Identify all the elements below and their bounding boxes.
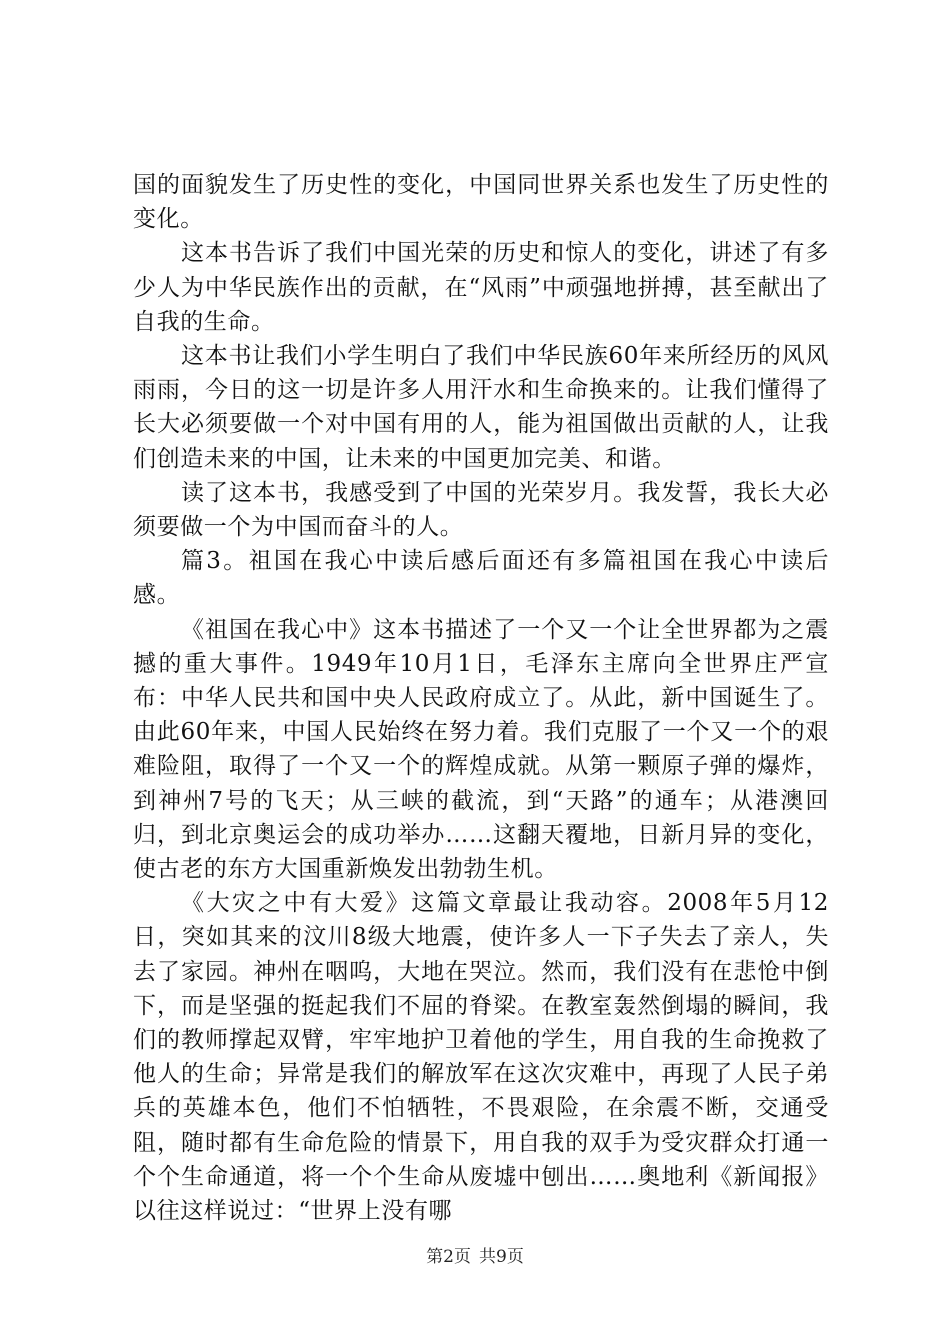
document-body	[133, 168, 829, 1228]
page-total: 共9页	[479, 1247, 524, 1267]
paragraph: 这本书让我们小学生明白了我们中华民族60年来所经历的风风雨雨，今日的这一切是许多人用汗水和生命换来的。让我们懂得了长大必须要做一个对中国有用的人，能为祖国做出贡献的人，让我们创造未来的中国，让未来的中国更加完美、和谐。	[133, 343, 829, 472]
paragraph: 这本书告诉了我们中国光荣的历史和惊人的变化，讲述了有多少人为中华民族作出的贡献，在“风雨”中顽强地拼搏，甚至献出了自我的生命。	[133, 240, 829, 335]
page-footer	[0, 1242, 950, 1267]
paragraph: 《祖国在我心中》这本书描述了一个又一个让全世界都为之震撼的重大事件。1949年10月1日，毛泽东主席向全世界庄严宣布：中华人民共和国中央人民政府成立了。从此，新中国诞生了。由此60年来，中国人民始终在努力着。我们克服了一个又一个的艰难险阻，取得了一个又一个的辉煌成就。从第一颗原子弹的爆炸，到神州7号的飞天；从三峡的截流，到“天路”的通车；从港澳回归，到北京奥运会的成功举办……这翻天覆地，日新月异的变化，使古老的东方大国重新焕发出勃勃生机。	[133, 616, 829, 883]
section-heading-paragraph: 篇3。祖国在我心中读后感后面还有多篇祖国在我心中读后感。	[133, 548, 829, 609]
page-number: 第2页	[426, 1247, 471, 1267]
paragraph: 读了这本书，我感受到了中国的光荣岁月。我发誓，我长大必须要做一个为中国而奋斗的人。	[133, 479, 829, 541]
paragraph-continuation: 国的面貌发生了历史性的变化，中国同世界关系也发生了历史性的变化。	[133, 172, 829, 233]
paragraph: 《大灾之中有大爱》这篇文章最让我动容。2008年5月12日，突如其来的汶川8级大地震，使许多人一下子失去了亲人，失去了家园。神州在咽呜，大地在哭泣。然而，我们没有在悲怆中倒下，而是坚强的挺起我们不屈的脊梁。在教室轰然倒塌的瞬间，我们的教师撑起双臂，牢牢地护卫着他的学生，用自我的生命挽救了他人的生命；异常是我们的解放军在这次灾难中，再现了人民子弟兵的英雄本色，他们不怕牺牲，不畏艰险，在余震不断，交通受阻，随时都有生命危险的情景下，用自我的双手为受灾群众打通一个个生命通道，将一个个生命从废墟中刨出……奥地利《新闻报》以往这样说过：“世界上没有哪	[133, 890, 829, 1225]
